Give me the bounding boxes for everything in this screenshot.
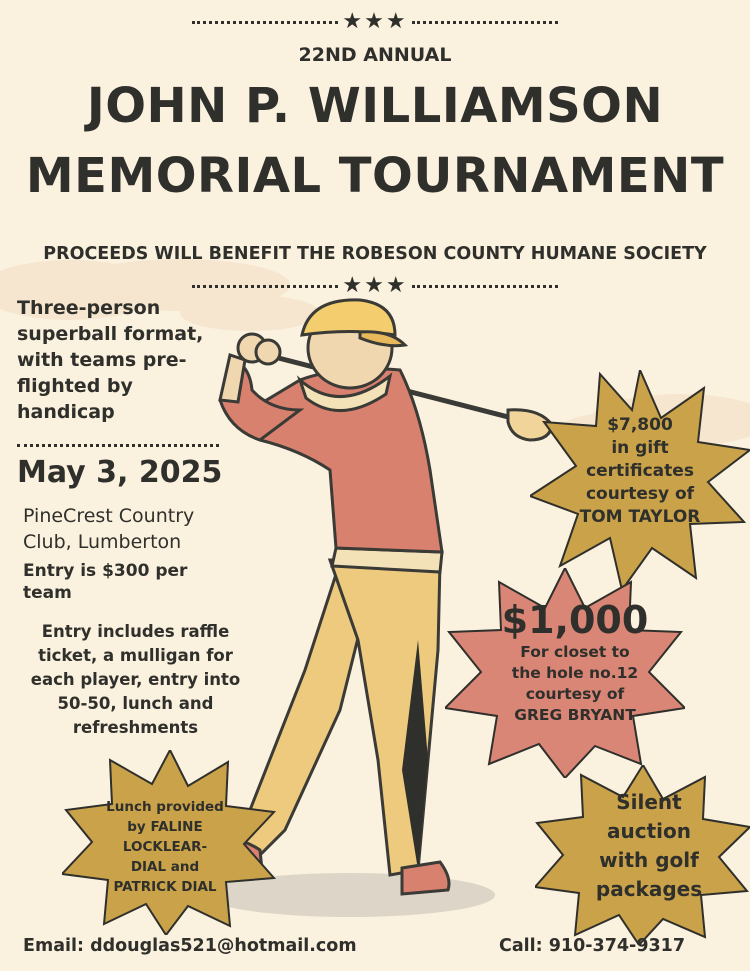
venue-line-2: Club, Lumberton xyxy=(23,531,182,553)
left-divider xyxy=(17,444,219,447)
entry-fee xyxy=(23,560,187,604)
closet-line-4: courtesy of xyxy=(525,685,625,703)
gift-amount: $7,800 xyxy=(607,415,673,435)
lunch-name-2: LOCKLEAR- xyxy=(122,839,208,855)
venue-line-1: PineCrest Country xyxy=(23,505,195,527)
format-line-3: with teams pre- xyxy=(17,349,187,371)
includes-line-5: refreshments xyxy=(72,718,199,737)
annual-label: 22ND ANNUAL xyxy=(298,44,452,66)
gift-sponsor: TOM TAYLOR xyxy=(579,507,701,527)
gift-line-2: in gift xyxy=(611,438,669,458)
includes-line-2: ticket, a mulligan for xyxy=(38,646,233,665)
event-date: May 3, 2025 xyxy=(17,455,223,490)
closet-line-2: For closet to xyxy=(520,643,630,661)
format-line-4: flighted by xyxy=(17,375,133,397)
lunch-badge xyxy=(90,797,240,897)
closet-sponsor: GREG BRYANT xyxy=(514,706,636,724)
format-line-5: handicap xyxy=(17,401,115,423)
lunch-by: by xyxy=(127,819,151,835)
entry-line-1: Entry is $300 per xyxy=(23,561,188,581)
includes-line-1: Entry includes raffle xyxy=(41,622,230,641)
auction-line-4: packages xyxy=(595,877,703,901)
lunch-name-4: PATRICK DIAL xyxy=(113,879,217,895)
auction-line-2: auction xyxy=(607,819,691,843)
gift-line-4: courtesy of xyxy=(585,484,695,504)
includes-line-3: each player, entry into xyxy=(30,670,241,689)
lunch-name-1: FALINE xyxy=(150,819,203,835)
includes-line-4: 50-50, lunch and xyxy=(57,694,214,713)
entry-includes xyxy=(8,620,263,740)
closet-line-3: the hole no.12 xyxy=(511,664,639,682)
gift-line-3: certificates xyxy=(586,461,694,481)
entry-line-2: team xyxy=(23,583,72,603)
contact-email[interactable]: Email: ddouglas521@hotmail.com xyxy=(23,936,357,956)
top-divider xyxy=(192,9,558,34)
stars-icon: ★★★ xyxy=(342,273,408,298)
lunch-line-1: Lunch provided xyxy=(106,799,224,815)
lunch-name-3: DIAL xyxy=(130,859,167,875)
format-line-2: superball format, xyxy=(17,323,204,345)
lunch-and: and xyxy=(166,859,200,875)
title-line-2: MEMORIAL TOURNAMENT xyxy=(25,148,725,204)
format-line-1: Three-person xyxy=(17,297,161,319)
gift-badge xyxy=(560,414,720,529)
closet-amount: $1,000 xyxy=(501,598,649,642)
venue xyxy=(23,503,194,555)
auction-line-3: with golf xyxy=(599,848,699,872)
auction-badge xyxy=(574,788,724,904)
title-line-1: JOHN P. WILLIAMSON xyxy=(86,78,664,134)
closet-badge xyxy=(490,598,660,726)
auction-line-1: Silent xyxy=(616,790,682,814)
stars-icon: ★★★ xyxy=(342,9,408,34)
contact-phone[interactable]: Call: 910-374-9317 xyxy=(499,936,686,956)
proceeds-line: PROCEEDS WILL BENEFIT THE ROBESON COUNTY HUMANE SOCIETY xyxy=(43,244,707,264)
